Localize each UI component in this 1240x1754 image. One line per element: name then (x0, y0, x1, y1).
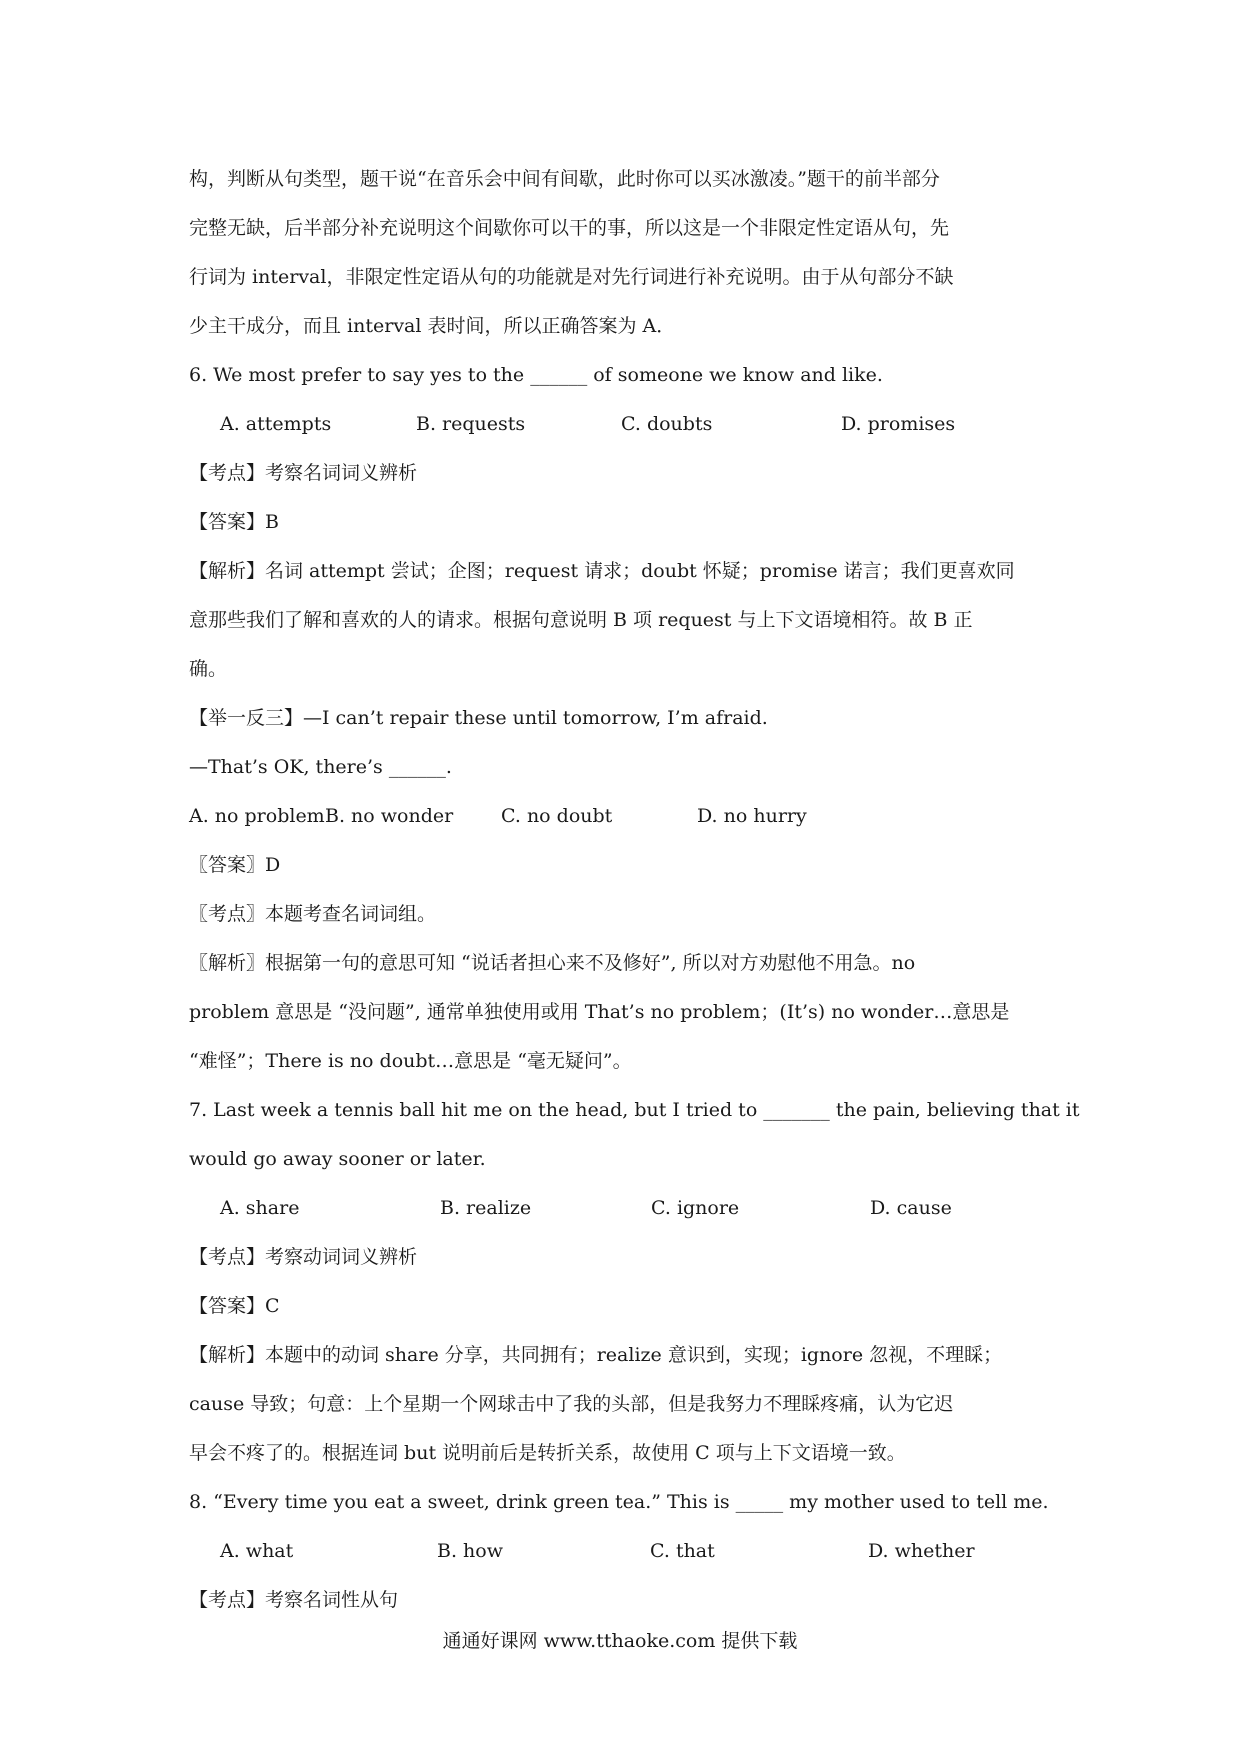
question-7-answer: 【答案】C (189, 1295, 280, 1317)
extension-analysis-line-1: 〖解析〗根据第一句的意思可知 “说话者担心来不及修好”, 所以对方劝慰他不用急。no (189, 952, 916, 974)
question-6-answer: 【答案】B (189, 511, 279, 533)
question-8-options (189, 1527, 1059, 1576)
option-d: D. promises (841, 413, 956, 435)
q5-analysis-line-3: 行词为 interval，非限定性定语从句的功能就是对先行词进行补充说明。由于从句部分不缺 (189, 266, 954, 288)
option-d: D. no hurry (697, 805, 807, 827)
question-6-analysis-line-2: 意那些我们了解和喜欢的人的请求。根据句意说明 B 项 request 与上下文语境相符。故 B 正 (189, 609, 973, 631)
extension-question-line-2: —That’s OK, there’s ______. (189, 756, 452, 778)
extension-answer: 〖答案〗D (189, 854, 281, 876)
option-d: D. cause (870, 1197, 952, 1219)
question-6-stem: 6. We most prefer to say yes to the ______ of someone we know and like. (189, 364, 883, 386)
option-b: B. no wonder (325, 805, 454, 827)
question-7-stem-line-2: would go away sooner or later. (189, 1148, 486, 1170)
option-a: A. share (220, 1197, 300, 1219)
option-a: A. what (220, 1540, 294, 1562)
extension-options (189, 792, 1059, 841)
option-c: C. that (650, 1540, 715, 1562)
option-b: B. how (437, 1540, 503, 1562)
page-footer: 通通好课网 www.tthaoke.com 提供下载 (442, 1630, 798, 1652)
option-a: A. no problem (189, 805, 325, 827)
option-d: D. whether (868, 1540, 975, 1562)
option-c: C. no doubt (501, 805, 613, 827)
question-6-analysis-line-3: 确。 (189, 658, 228, 680)
question-7-options (189, 1184, 1059, 1233)
question-7-analysis-line-3: 早会不疼了的。根据连词 but 说明前后是转折关系，故使用 C 项与上下文语境一致。 (189, 1442, 906, 1464)
q5-analysis-line-1: 构，判断从句类型，题干说“在音乐会中间有间歇，此时你可以买冰激凌。”题干的前半部分 (189, 168, 940, 190)
extension-question-line-1: 【举一反三】—I can’t repair these until tomorrow, I’m afraid. (189, 707, 768, 729)
question-8-kaodian: 【考点】考察名词性从句 (189, 1589, 399, 1611)
option-a: A. attempts (220, 413, 332, 435)
q5-analysis-line-2: 完整无缺，后半部分补充说明这个间歇你可以干的事，所以这是一个非限定性定语从句，先 (189, 217, 950, 239)
question-6-analysis-line-1: 【解析】名词 attempt 尝试；企图；request 请求；doubt 怀疑；promise 诺言；我们更喜欢同 (189, 560, 1015, 582)
extension-analysis-line-2: problem 意思是 “没问题”, 通常单独使用或用 That’s no problem；(It’s) no wonder…意思是 (189, 1001, 1010, 1023)
option-b: B. realize (440, 1197, 532, 1219)
question-7-kaodian: 【考点】考察动词词义辨析 (189, 1246, 418, 1268)
option-c: C. doubts (621, 413, 713, 435)
extension-kaodian: 〖考点〗本题考查名词词组。 (189, 903, 437, 925)
question-6-options (189, 400, 1059, 449)
question-8-stem: 8. “Every time you eat a sweet, drink green tea.” This is _____ my mother used to tell me. (189, 1491, 1049, 1513)
page-content (189, 155, 1080, 1625)
question-7-analysis-line-1: 【解析】本题中的动词 share 分享，共同拥有；realize 意识到，实现；ignore 忽视，不理睬； (189, 1344, 1003, 1366)
q5-analysis-line-4: 少主干成分，而且 interval 表时间，所以正确答案为 A． (189, 315, 676, 337)
question-7-analysis-line-2: cause 导致；句意：上个星期一个网球击中了我的头部，但是我努力不理睬疼痛，认为它迟 (189, 1393, 954, 1415)
extension-analysis-line-3: “难怪”；There is no doubt…意思是 “毫无疑问”。 (189, 1050, 632, 1072)
question-6-kaodian: 【考点】考察名词词义辨析 (189, 462, 418, 484)
question-7-stem-line-1: 7. Last week a tennis ball hit me on the head, but I tried to _______ the pain, believing that it (189, 1099, 1080, 1121)
option-c: C. ignore (651, 1197, 740, 1219)
option-b: B. requests (416, 413, 526, 435)
